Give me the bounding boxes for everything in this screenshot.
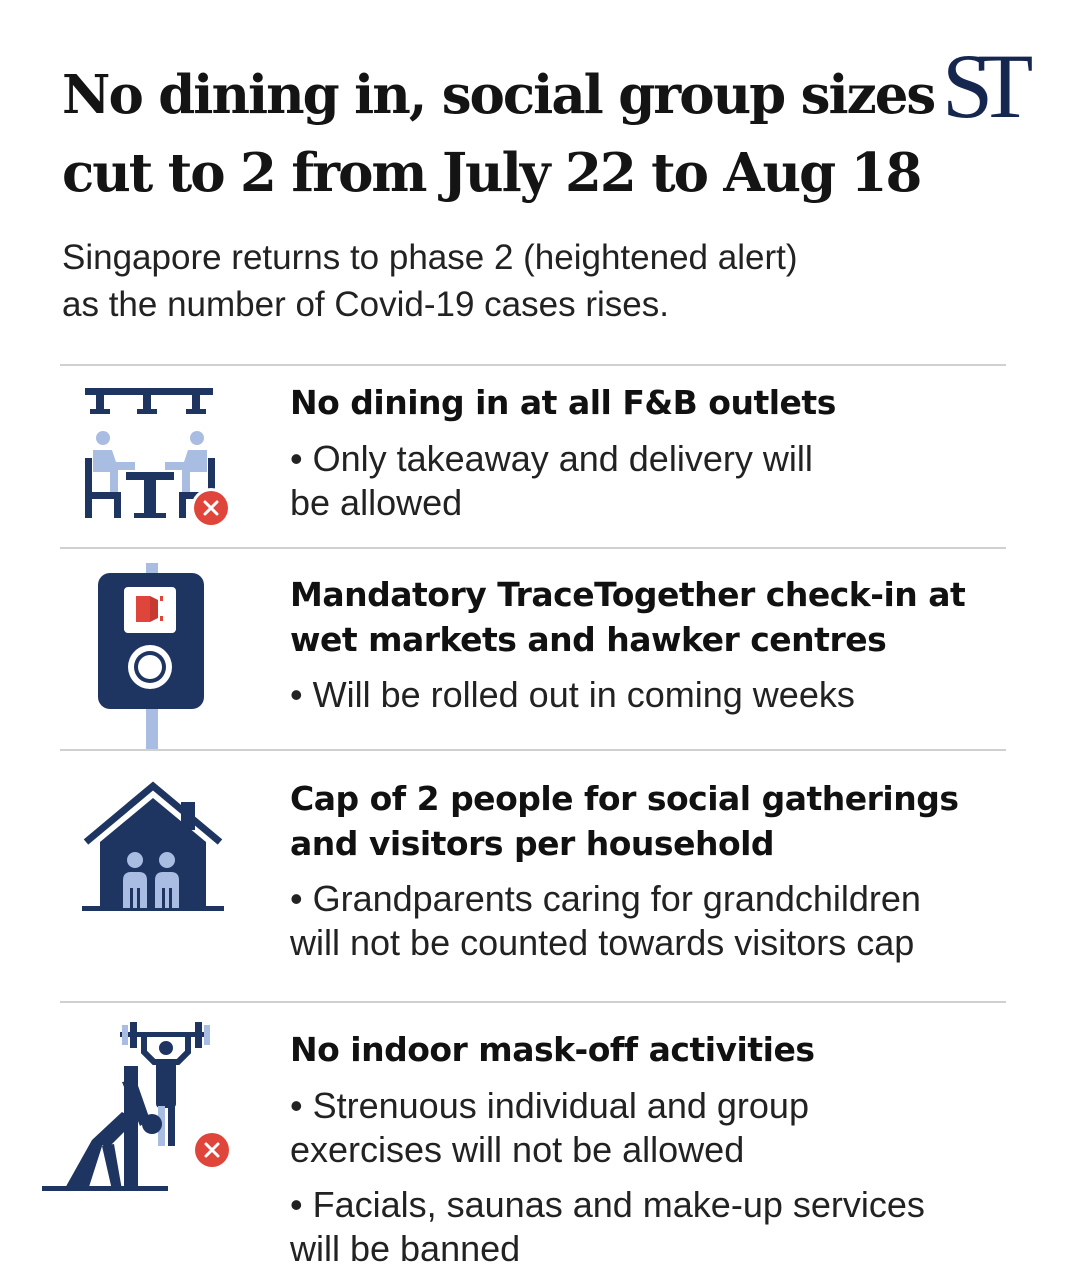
item-bullet-line: be allowed (290, 482, 463, 523)
item-title (290, 380, 1010, 425)
item-title-line: wet markets and hawker centres (290, 620, 887, 659)
item-bullet-line: exercises will not be allowed (290, 1129, 745, 1170)
divider (60, 749, 1006, 751)
item-bullet-line: will not be counted towards visitors cap (290, 922, 915, 963)
item-bullet (290, 1183, 1010, 1271)
item-title (290, 1027, 1010, 1072)
headline-line-1: No dining in, social group sizes (62, 64, 935, 126)
item-bullet-line: • Only takeaway and delivery will (290, 438, 813, 479)
item-title-line: No dining in at all F&B outlets (290, 383, 836, 422)
item-bullet-line: will be banned (290, 1228, 521, 1269)
house-icon (80, 780, 226, 914)
item-title-line: Mandatory TraceTogether check-in at (290, 575, 966, 614)
item-bullet (290, 437, 1010, 525)
gym-exercise-icon (40, 1020, 240, 1195)
st-logo: ST (942, 35, 1018, 137)
item-title-line: and visitors per household (290, 824, 775, 863)
item-title-line: Cap of 2 people for social gatherings (290, 779, 959, 818)
item-title-line: No indoor mask-off activities (290, 1030, 815, 1069)
subtitle-line-1: Singapore returns to phase 2 (heightened alert) (62, 238, 798, 277)
divider (60, 1001, 1006, 1003)
item-bullet-line: • Grandparents caring for grandchildren (290, 878, 921, 919)
headline-line-2: cut to 2 from July 22 to Aug 18 (62, 142, 921, 204)
item-bullet-line: • Will be rolled out in coming weeks (290, 674, 855, 715)
tracetogether-scanner-icon (96, 563, 206, 749)
item-title (290, 572, 1010, 662)
divider (60, 547, 1006, 549)
headline (62, 56, 935, 212)
item-bullet-line: • Facials, saunas and make-up services (290, 1184, 925, 1225)
item-bullet (290, 1084, 1010, 1172)
divider (60, 364, 1006, 366)
subtitle (62, 234, 942, 328)
item-bullet (290, 673, 1010, 717)
item-title (290, 776, 1010, 866)
dining-table-icon (80, 380, 240, 530)
item-bullet (290, 877, 1010, 965)
item-bullet-line: • Strenuous individual and group (290, 1085, 809, 1126)
subtitle-line-2: as the number of Covid-19 cases rises. (62, 285, 669, 324)
